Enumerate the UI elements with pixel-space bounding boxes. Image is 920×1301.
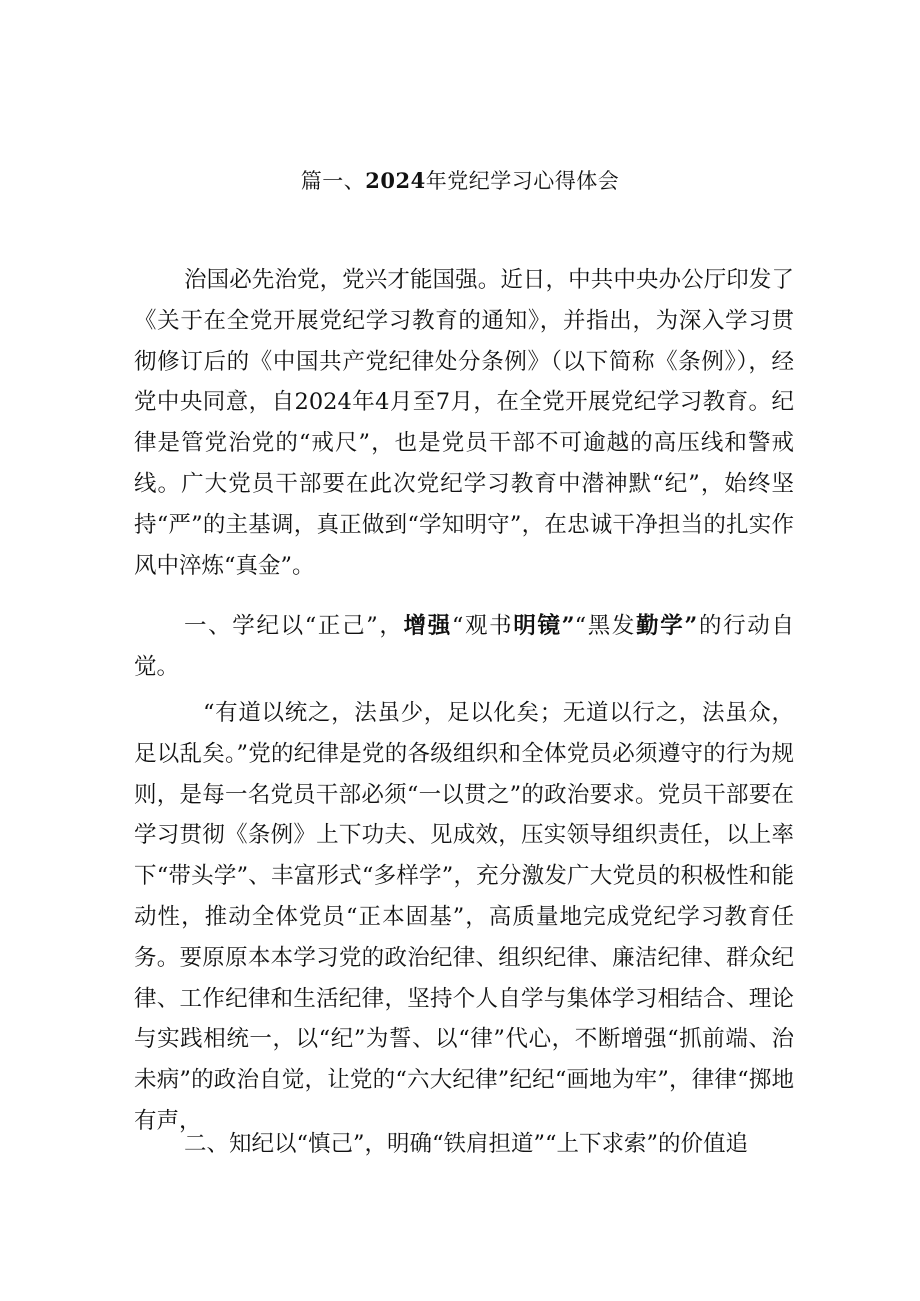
section-heading-2: 二、知纪以“慎己”，明确“铁肩担道”“上下求索”的价值追 <box>184 1131 749 1157</box>
title-prefix: 篇一、 <box>300 169 366 193</box>
section-1-paragraph: “有道以统之，法虽少，足以化矣；无道以行之，法虽众，足以乱矣。”党的纪律是党的各级组织和全体党员必须遵守的行为规则，是每一名党员干部必须“一以贯之”的政治要求。党员干部要在学习贯彻《条例》上下功夫、见成效，压实领导组织责任，以上率下“带头学”、丰富形式“多样学”，充分激发广大党员的积极性和能动性，推动全体党员“正本固基”，高质量地完成党纪学习教育任务。要原原本本学习党的政治纪律、组织纪律、廉洁纪律、群众纪律、工作纪律和生活纪律，坚持个人自学与集体学习相结合、理论与实践相统一，以“纪”为誓、以“律”代心，不断增强“抓前端、治未病”的政治自觉，让党的“六大纪律”纪纪“画地为牢”，律律“掷地有声， <box>134 700 794 1134</box>
intro-paragraph: 治国必先治党，党兴才能国强。近日，中共中央办公厅印发了《关于在全党开展党纪学习教育的通知》，并指出，为深入学习贯彻修订后的《中国共产党纪律处分条例》（以下简称《条例》），经党中央同意，自2024年4月至7月，在全党开展党纪学习教育。纪律是管党治党的“戒尺”，也是党员干部不可逾越的高压线和警戒线。广大党员干部要在此次党纪学习教育中潜神默“纪”，始终坚持“严”的主基调，真正做到“学知明守”，在忠诚干净担当的扎实作风中淬炼“真金”。 <box>134 267 794 579</box>
heading-1-part-c: “观书 <box>451 613 514 639</box>
section-heading-1 <box>134 606 794 688</box>
title-year: 2024 <box>365 168 426 193</box>
heading-1-part-e: “黑发 <box>574 613 637 639</box>
document-title <box>0 166 920 196</box>
heading-1-part-f: 勤学” <box>636 613 698 639</box>
heading-1-part-d: 明镜” <box>513 613 575 639</box>
heading-1-part-b: 增强 <box>403 613 452 639</box>
heading-1-part-g: 的行动自觉。 <box>134 613 794 680</box>
heading-1-part-a: 一、学纪以“正己”， <box>184 613 404 639</box>
title-suffix: 年党纪学习心得体会 <box>425 169 620 193</box>
